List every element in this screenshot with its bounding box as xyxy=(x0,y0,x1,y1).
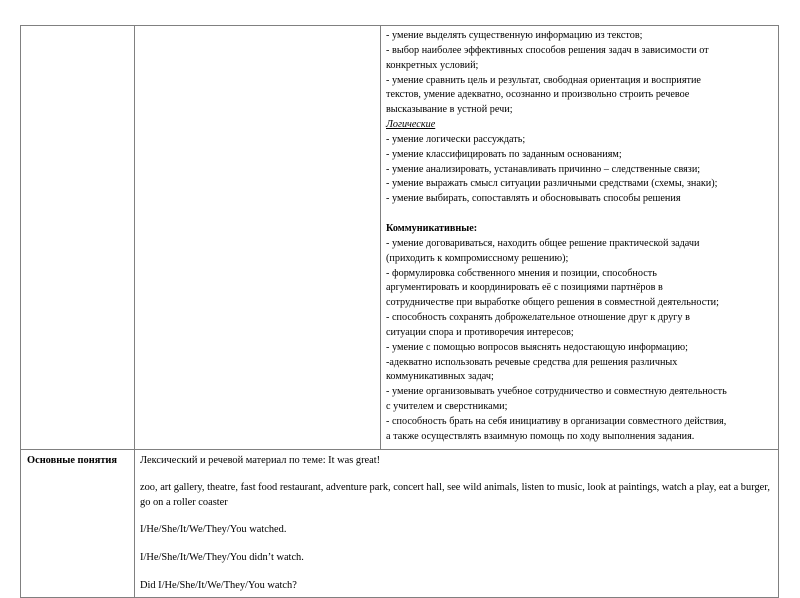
objectives-col3-cell xyxy=(381,26,779,450)
objective-line: а также осуществлять взаимную помощь по ходу выполнения задания. xyxy=(386,430,695,442)
objective-line: - умение выбирать, сопоставлять и обосновывать способы решения xyxy=(386,193,681,205)
key-concepts-label: Основные понятия xyxy=(27,454,118,466)
objective-line: - умение организовывать учебное сотрудничество и совместную деятельность xyxy=(386,386,727,398)
objectives-col2-empty-cell xyxy=(135,26,381,450)
objectives-content xyxy=(381,26,778,449)
objective-line: - умение с помощью вопросов выяснять недостающую информацию; xyxy=(386,341,688,353)
key-concepts-content xyxy=(135,450,778,598)
objective-line: текстов, умение адекватно, осознанно и произвольно строить речевое xyxy=(386,89,690,101)
objective-line: высказывание в устной речи; xyxy=(386,104,513,116)
objective-line: конкретных условий; xyxy=(386,59,479,71)
objective-line: ситуации спора и противоречия интересов; xyxy=(386,326,574,338)
objective-line: аргументировать и координировать её с позициями партнёров в xyxy=(386,282,663,294)
spacer xyxy=(140,510,774,523)
objective-line: - выбор наиболее эффективных способов решения задач в зависимости от xyxy=(386,44,709,56)
objective-line: - способность брать на себя инициативу в организации совместного действия, xyxy=(386,415,727,427)
communicative-section-heading xyxy=(386,222,774,237)
objective-line: (приходить к компромиссному решению); xyxy=(386,252,569,264)
lesson-plan-table xyxy=(20,25,779,598)
objective-line: - умение выделять существенную информацию из текстов; xyxy=(386,30,643,41)
key-concepts-label-cell xyxy=(21,449,135,598)
grammar-negative: I/He/She/It/We/They/You didn’t watch. xyxy=(140,552,304,563)
spacer xyxy=(140,566,774,579)
spacer xyxy=(140,538,774,551)
objective-line: - умение сравнить цель и результат, свободная ориентация и восприятие xyxy=(386,74,701,86)
objective-line: - умение логически рассуждать; xyxy=(386,133,526,145)
objectives-col1-text xyxy=(21,26,134,33)
vocabulary-list: zoo, art gallery, theatre, fast food restaurant, adventure park, concert hall, see wild animals, listen to music, look at paintings, watch a play, eat a burger, go on a roller coaster xyxy=(140,482,770,508)
objective-line: - умение классифицировать по заданным основаниям; xyxy=(386,148,622,160)
spacer xyxy=(140,468,774,481)
grammar-question: Did I/He/She/It/We/They/You watch? xyxy=(140,579,297,591)
grammar-affirmative: I/He/She/It/We/They/You watched. xyxy=(140,524,287,536)
objective-line: - формулировка собственного мнения и позиции, способность xyxy=(386,267,657,279)
lexical-material-heading: Лексический и речевой материал по теме: It was great! xyxy=(140,454,381,466)
objective-line: сотрудничестве при выработке общего решения в совместной деятельности; xyxy=(386,297,719,309)
communicative-heading-text: Коммуникативные: xyxy=(386,222,478,234)
objective-line: - умение договариваться, находить общее решение практической задачи xyxy=(386,237,700,249)
objectives-col1-empty-cell xyxy=(21,26,135,450)
objective-line: коммуникативных задач; xyxy=(386,371,494,383)
logical-section-heading xyxy=(386,118,774,133)
objective-line: - умение выражать смысл ситуации различными средствами (схемы, знаки); xyxy=(386,178,718,190)
spacer-line xyxy=(386,207,774,222)
table-row xyxy=(21,449,779,598)
objectives-col2-text xyxy=(135,26,380,33)
objective-line: -адекватно использовать речевые средства для решения различных xyxy=(386,356,678,368)
objective-line: - умение анализировать, устанавливать причинно – следственные связи; xyxy=(386,163,701,175)
objective-line: - способность сохранять доброжелательное отношение друг к другу в xyxy=(386,312,690,324)
key-concepts-content-cell xyxy=(135,449,779,598)
logical-heading-text: Логические xyxy=(386,119,436,131)
objective-line: с учителем и сверстниками; xyxy=(386,401,508,413)
table-row xyxy=(21,26,779,450)
